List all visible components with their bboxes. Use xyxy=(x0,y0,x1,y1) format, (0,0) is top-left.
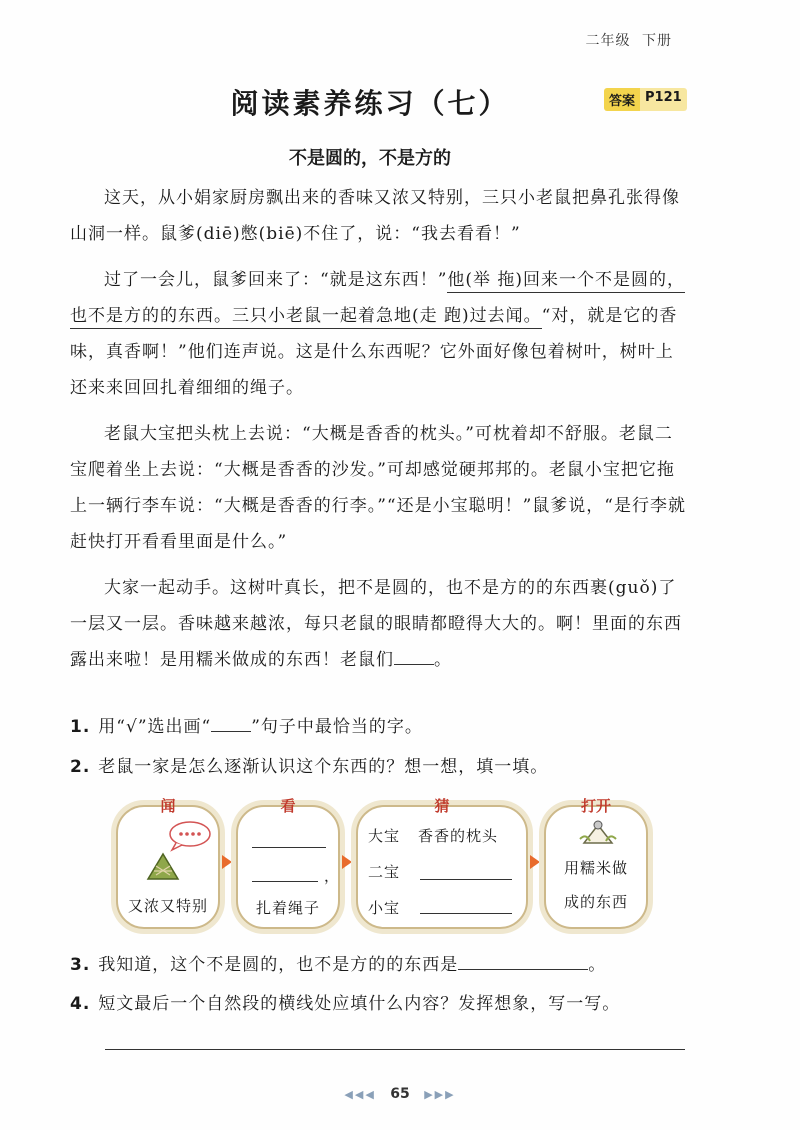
story-title: 不是圆的，不是方的 xyxy=(289,148,451,169)
flow-card-guess xyxy=(356,797,528,929)
q1-text-b: ”句子中最恰当的字。 xyxy=(251,717,423,737)
next-arrows-icon: ▶▶▶ xyxy=(424,1088,456,1101)
arrow-right-icon xyxy=(342,855,352,869)
q3-number: 3. xyxy=(70,955,91,975)
answer-label: 答案 xyxy=(604,88,640,111)
paragraph-4 xyxy=(70,570,690,678)
page-footer xyxy=(0,1086,800,1102)
guess-row1-who: 大宝 xyxy=(368,827,401,845)
q4-answer-line[interactable] xyxy=(105,1049,685,1050)
question-2 xyxy=(70,752,548,777)
zongzi-icon xyxy=(144,851,182,883)
page-title: 阅读素养练习（七） xyxy=(230,87,510,120)
paragraph-1: 这天，从小娟家厨房飘出来的香味又浓又特别，三只小老鼠把鼻孔张得像山洞一样。鼠爹(diē)憋(biē)不住了，说：“我去看看！” xyxy=(70,188,680,244)
paragraph-2-start: 过了一会儿，鼠爹回来了：“就是这东西！” xyxy=(104,270,448,290)
volume: 下册 xyxy=(642,33,672,49)
prev-arrows-icon: ◀◀◀ xyxy=(344,1088,376,1101)
look-blank-1[interactable] xyxy=(252,847,326,848)
q3-answer-blank[interactable] xyxy=(458,955,588,970)
q1-underline-sample xyxy=(211,717,251,732)
paragraph-4-blank[interactable] xyxy=(394,648,434,665)
card-smell-title: 闻 xyxy=(160,797,176,815)
q3-text-b: 。 xyxy=(588,955,607,975)
guess-row2-who: 二宝 xyxy=(368,863,401,881)
answer-badge xyxy=(604,88,687,111)
flow-card-smell xyxy=(116,797,220,929)
card-guess-title: 猜 xyxy=(434,797,450,815)
look-comma: ， xyxy=(324,867,341,885)
q1-text-a: 用“√”选出画“ xyxy=(98,717,212,737)
guess-row3-blank[interactable] xyxy=(420,913,512,914)
paragraph-2 xyxy=(70,262,690,406)
guess-row3-who: 小宝 xyxy=(368,899,401,917)
q2-number: 2. xyxy=(70,757,91,777)
flow-diagram xyxy=(108,795,653,930)
look-blank-2[interactable] xyxy=(252,881,318,882)
q3-text-a: 我知道，这个不是圆的，也不是方的的东西是 xyxy=(98,955,459,975)
paragraph-4-text: 大家一起动手。这树叶真长，把不是圆的，也不是方的的东西裹(guǒ)了一层又一层。香味越来越浓，每只老鼠的眼睛都瞪得大大的。啊！里面的东西露出来啦！是用糯米做成的东西！老鼠们 xyxy=(70,578,682,670)
card-open-line1: 用糯米做 xyxy=(563,859,628,877)
grade: 二年级 xyxy=(585,33,631,49)
question-4 xyxy=(70,989,620,1014)
q1-number: 1. xyxy=(70,717,91,737)
flow-card-open xyxy=(544,797,648,929)
speech-bubble-icon xyxy=(166,819,214,853)
arrow-right-icon xyxy=(222,855,232,869)
page-number: 65 xyxy=(390,1086,410,1102)
paragraph-4-end: 。 xyxy=(434,650,452,670)
underlined-sentence: 他(举 拖)回来一个不是圆的，也不是方的的东西。三只小老鼠一起着急地(走 跑)过去闻。 xyxy=(70,270,685,329)
paragraph-3: 老鼠大宝把头枕上去说：“大概是香香的枕头。”可枕着却不舒服。老鼠二宝爬着坐上去说：“大概是香香的沙发。”可却感觉硬邦邦的。老鼠小宝把它拖上一辆行李车说：“大概是香香的行李。”“还是小宝聪明！”鼠爹说，“是行李就赶快打开看看里面是什么。” xyxy=(70,424,686,552)
guess-row1-what: 香香的枕头 xyxy=(418,827,499,845)
mouse-zongzi-icon xyxy=(576,817,620,849)
card-open-title: 打开 xyxy=(580,797,611,815)
answer-page: P121 xyxy=(640,88,687,111)
q4-number: 4. xyxy=(70,994,91,1014)
grade-label xyxy=(580,30,672,50)
q2-text: 老鼠一家是怎么逐渐认识这个东西的？想一想，填一填。 xyxy=(98,757,549,777)
card-open-line2: 成的东西 xyxy=(563,893,628,911)
story-passage xyxy=(70,180,690,688)
question-3 xyxy=(70,950,606,975)
q4-text: 短文最后一个自然段的横线处应填什么内容？发挥想象，写一写。 xyxy=(98,994,621,1014)
guess-row2-blank[interactable] xyxy=(420,879,512,880)
paragraph-2-end: “对，就是它的香味，真香啊！”他们连声说。这是什么东西呢？它外面好像包着树叶，树叶上还来来回回扎着细细的绳子。 xyxy=(70,306,678,398)
card-look-title: 看 xyxy=(280,797,296,815)
card-look-text: 扎着绳子 xyxy=(255,899,320,917)
flow-card-look xyxy=(236,797,341,929)
question-1 xyxy=(70,712,423,737)
card-smell-text: 又浓又特别 xyxy=(127,897,208,915)
arrow-right-icon xyxy=(530,855,540,869)
